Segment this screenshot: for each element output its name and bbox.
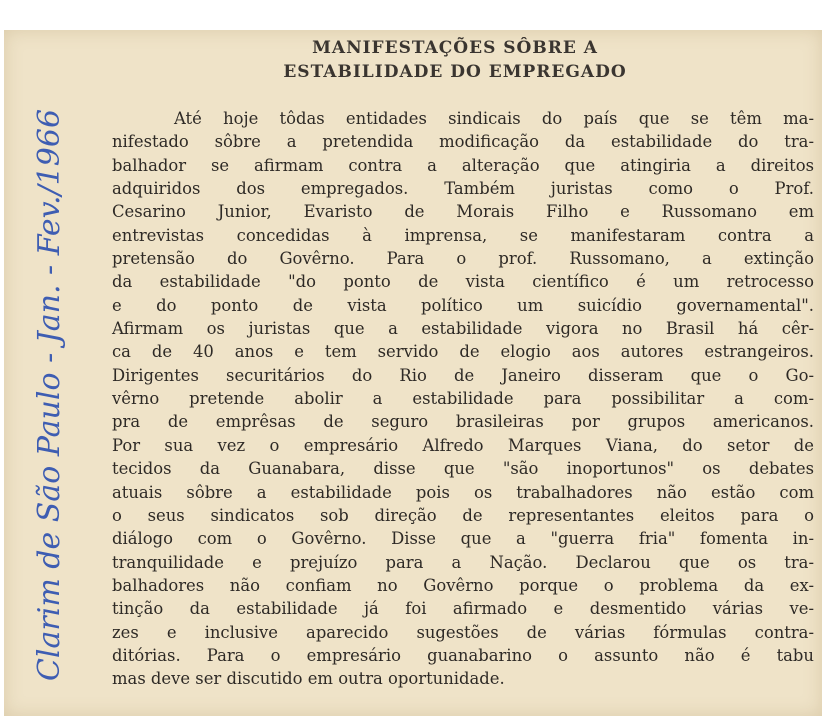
article-line: Afirmam os juristas que a estabilidade vigora no Brasil há cêr- [112,319,814,339]
headline-line-2: ESTABILIDADE DO EMPREGADO [283,62,627,82]
article-line: Cesarino Junior, Evaristo de Morais Filho e Russomano em [112,202,814,222]
article-line: ca de 40 anos e tem servido de elogio aos autores estrangeiros. [112,342,814,362]
article-line: entrevistas concedidas à imprensa, se manifestaram contra a [112,225,814,245]
article-line: tranquilidade e prejuízo para a Nação. Declarou que os tra- [112,552,814,572]
article-line: o seus sindicatos sob direção de representantes eleitos para o [112,505,814,525]
article-line: atuais sôbre a estabilidade pois os trabalhadores não estão com [112,482,814,502]
article-line: pretensão do Govêrno. Para o prof. Russomano, a extinção [112,249,814,269]
article-line: da estabilidade "do ponto de vista científico é um retrocesso [112,272,814,292]
article-line: balhadores não confiam no Govêrno porque o problema da ex- [112,575,814,595]
article-line: e do ponto de vista político um suicídio governamental". [112,295,814,315]
article-body [112,107,814,691]
article-line: adquiridos dos empregados. Também juristas como o Prof. [112,179,814,199]
article-line: pra de emprêsas de seguro brasileiras por grupos americanos. [112,412,814,432]
article-line: mas deve ser discutido em outra oportunidade. [112,669,505,689]
article-line: nifestado sôbre a pretendida modificação da estabilidade do tra- [112,132,814,152]
article-line: Até hoje tôdas entidades sindicais do país que se têm ma- [174,109,814,128]
article-line: Dirigentes securitários do Rio de Janeiro disseram que o Go- [112,365,814,385]
handwritten-source-note: Clarim de São Paulo - Jan. - Fev./1966 [32,108,67,682]
article-line: zes e inclusive aparecido sugestões de várias fórmulas contra- [112,622,814,642]
headline-line-1: MANIFESTAÇÕES SÔBRE A [312,38,598,58]
headline [150,36,760,84]
article-line: Por sua vez o empresário Alfredo Marques Viana, do setor de [112,435,814,455]
article-line: balhador se afirmam contra a alteração que atingiria a direitos [112,155,814,175]
article-line: diálogo com o Govêrno. Disse que a "guerra fria" fomenta in- [112,529,814,549]
article-line: tinção da estabilidade já foi afirmado e desmentido várias ve- [112,599,814,619]
article-line: vêrno pretende abolir a estabilidade para possibilitar a com- [112,389,814,409]
article-line: ditórias. Para o empresário guanabarino o assunto não é tabu [112,645,814,665]
handwritten-annotation [30,75,70,715]
article-line: tecidos da Guanabara, disse que "são inoportunos" os debates [112,459,814,479]
